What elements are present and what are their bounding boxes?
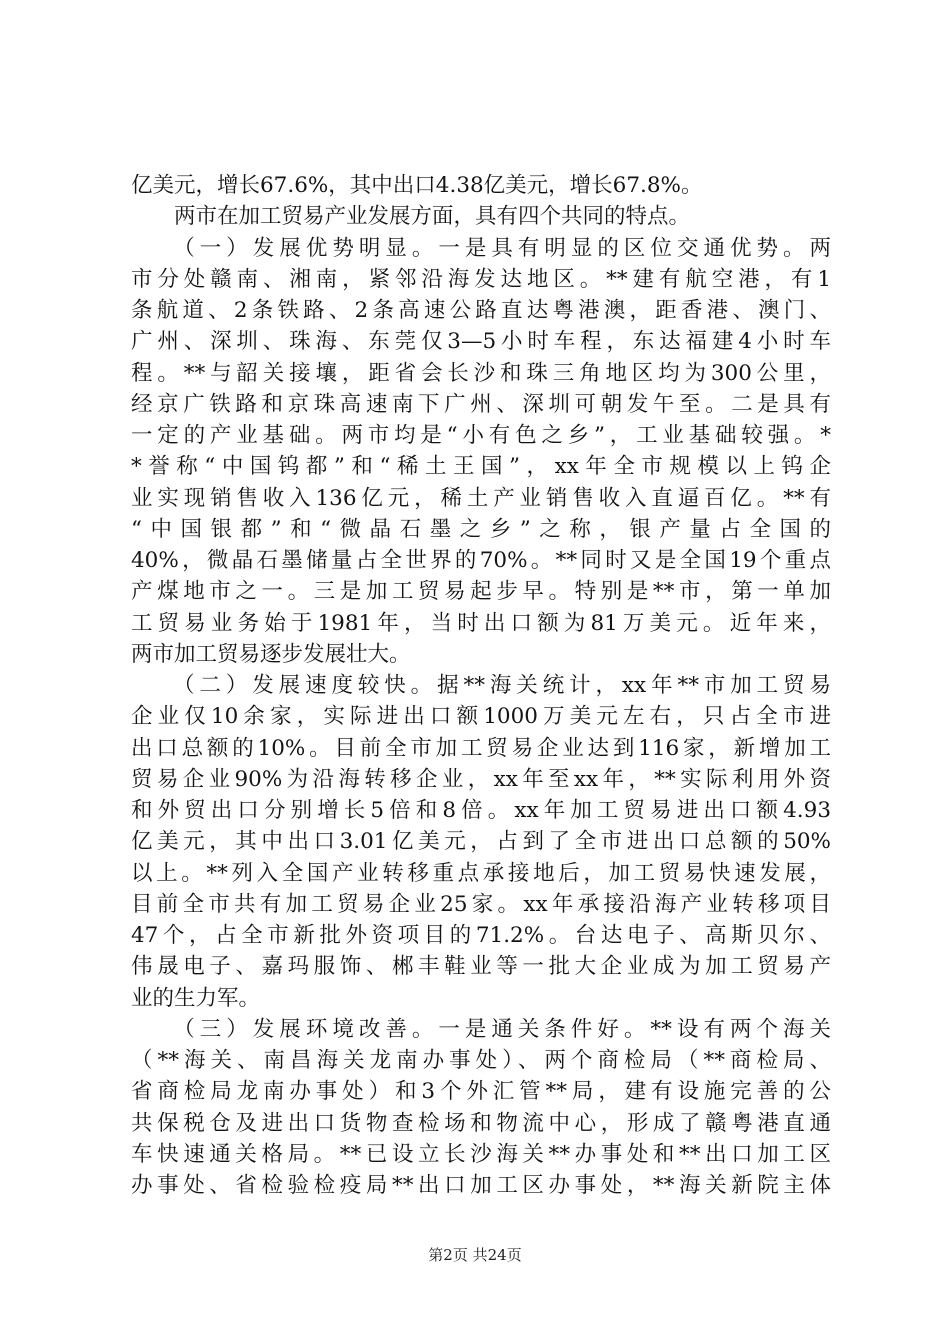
document-body [131, 170, 831, 1201]
text-line: （三）发展环境改善。一是通关条件好。**设有两个海关 [131, 1016, 831, 1042]
text-line: 市分处赣南、湘南，紧邻沿海发达地区。**建有航空港，有1 [131, 266, 831, 292]
text-line: 广州、深圳、珠海、东莞仅3—5小时车程，东达福建4小时车 [131, 329, 831, 355]
text-line: 目前全市共有加工贸易企业25家。xx年承接沿海产业转移项目 [131, 891, 831, 917]
text-line: 伟晟电子、嘉玛服饰、郴丰鞋业等一批大企业成为加工贸易产 [131, 954, 831, 980]
text-line: 出口总额的10%。目前全市加工贸易企业达到116家，新增加工 [131, 735, 831, 761]
text-line: 两市在加工贸易产业发展方面，具有四个共同的特点。 [131, 204, 691, 230]
text-line: 办事处、省检验检疫局**出口加工区办事处，**海关新院主体 [131, 1173, 831, 1198]
text-line: 亿美元，其中出口3.01亿美元，占到了全市进出口总额的50% [131, 829, 831, 855]
text-line: 省商检局龙南办事处）和3个外汇管**局，建有设施完善的公 [131, 1079, 831, 1105]
text-line: 程。**与韶关接壤，距省会长沙和珠三角地区均为300公里， [131, 360, 831, 386]
text-line: 业实现销售收入136亿元，稀土产业销售收入直逼百亿。**有 [131, 485, 831, 511]
text-line: 经京广铁路和京珠高速南下广州、深圳可朝发午至。二是具有 [131, 391, 831, 417]
text-line: 以上。**列入全国产业转移重点承接地后，加工贸易快速发展， [131, 860, 831, 886]
text-line: 40%，微晶石墨储量占全世界的70%。**同时又是全国19个重点 [131, 548, 831, 573]
text-line: 企业仅10余家，实际进出口额1000万美元左右，只占全市进 [131, 704, 831, 730]
text-line: 贸易企业90%为沿海转移企业，xx年至xx年，**实际利用外资 [131, 766, 831, 792]
text-line: （**海关、南昌海关龙南办事处）、两个商检局（**商检局、 [131, 1048, 831, 1073]
text-line: 条航道、2条铁路、2条高速公路直达粤港澳，距香港、澳门、 [131, 298, 831, 323]
text-line: 共保税仓及进出口货物查检场和物流中心，形成了赣粤港直通 [131, 1110, 831, 1136]
text-line: “中国银都”和“微晶石墨之乡”之称，银产量占全国的 [131, 516, 831, 542]
text-line: 业的生力军。 [131, 985, 261, 1011]
text-line: 工贸易业务始于1981年，当时出口额为81万美元。近年来， [131, 610, 831, 636]
text-line: 和外贸出口分别增长5倍和8倍。xx年加工贸易进出口额4.93 [131, 798, 831, 823]
text-line: （一）发展优势明显。一是具有明显的区位交通优势。两 [131, 235, 831, 261]
text-line: *誉称“中国钨都”和“稀土王国”，xx年全市规模以上钨企 [131, 454, 831, 480]
text-line: 产煤地市之一。三是加工贸易起步早。特别是**市，第一单加 [131, 579, 831, 605]
text-line: 47个，占全市新批外资项目的71.2%。台达电子、高斯贝尔、 [131, 923, 831, 948]
text-line: 两市加工贸易逐步发展壮大。 [131, 641, 411, 667]
page-number-footer: 第2页 共24页 [428, 1246, 522, 1264]
text-line: （二）发展速度较快。据**海关统计，xx年**市加工贸易 [131, 673, 831, 698]
text-line: 一定的产业基础。两市均是“小有色之乡”，工业基础较强。* [131, 423, 831, 448]
text-line: 车快速通关格局。**已设立长沙海关**办事处和**出口加工区 [131, 1141, 831, 1167]
text-line: 亿美元，增长67.6%，其中出口4.38亿美元，增长67.8%。 [131, 173, 703, 198]
